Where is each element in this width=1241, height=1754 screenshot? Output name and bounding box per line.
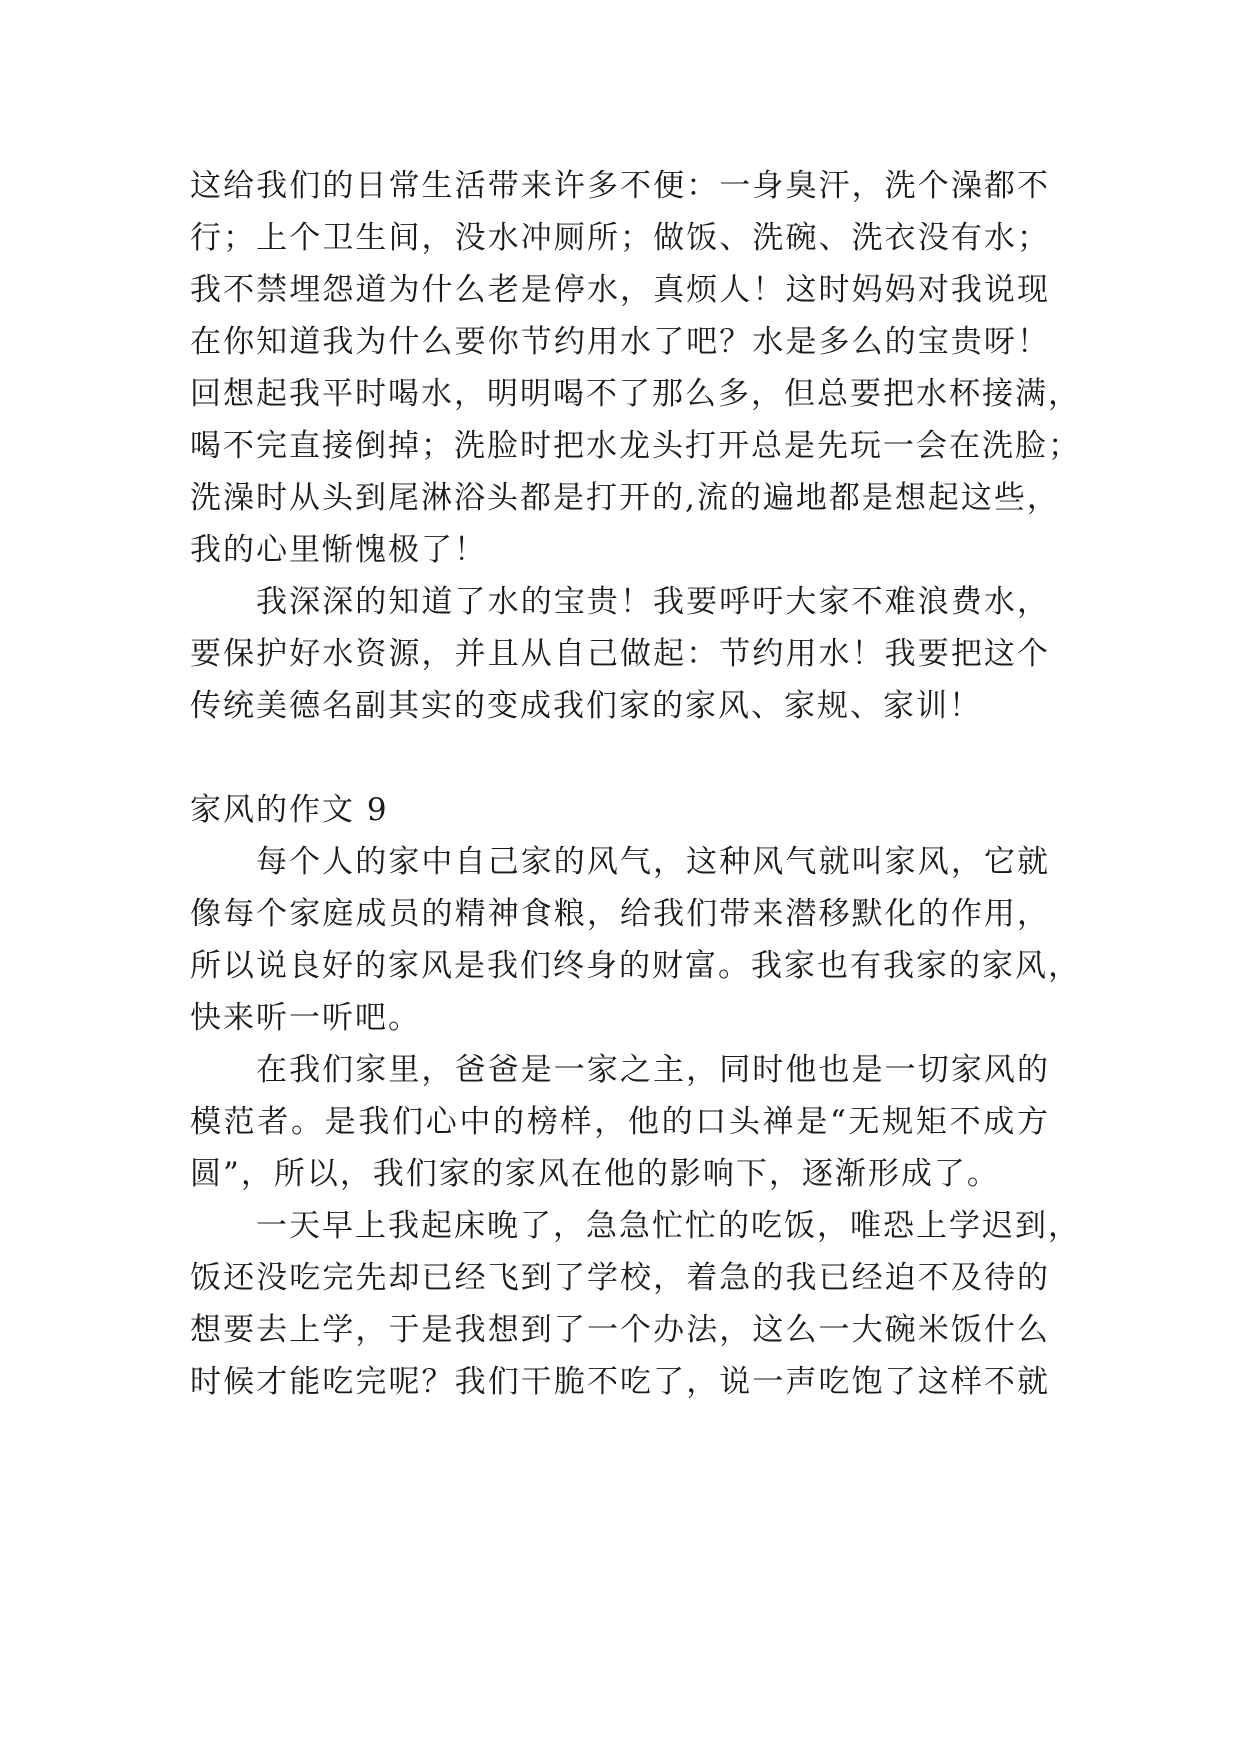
text-line: 想要去上学，于是我想到了一个办法，这么一大碗米饭什么 bbox=[190, 1312, 1050, 1348]
text-line: 在我们家里，爸爸是一家之主，同时他也是一切家风的 bbox=[256, 1052, 1050, 1088]
document-body bbox=[190, 160, 1081, 1408]
section-heading: 家风的作文 9 bbox=[190, 792, 389, 828]
text-line: 饭还没吃完先却已经飞到了学校，着急的我已经迫不及待的 bbox=[190, 1260, 1050, 1296]
text-line: 一天早上我起床晚了，急急忙忙的吃饭，唯恐上学迟到， bbox=[256, 1208, 1081, 1244]
text-line: 我深深的知道了水的宝贵！我要呼吁大家不难浪费水， bbox=[256, 584, 1050, 620]
text-line: 传统美德名副其实的变成我们家的家风、家规、家训！ bbox=[190, 688, 982, 724]
text-line: 我不禁埋怨道为什么老是停水，真烦人！这时妈妈对我说现 bbox=[190, 272, 1050, 308]
text-line: 在你知道我为什么要你节约用水了吧？水是多么的宝贵呀！ bbox=[190, 324, 1050, 360]
text-line: 我的心里惭愧极了！ bbox=[190, 532, 487, 568]
text-line: 喝不完直接倒掉；洗脸时把水龙头打开总是先玩一会在洗脸； bbox=[190, 428, 1081, 464]
text-line: 行；上个卫生间，没水冲厕所；做饭、洗碗、洗衣没有水； bbox=[190, 220, 1050, 256]
text-line: 模范者。是我们心中的榜样，他的口头禅是“无规矩不成方 bbox=[190, 1104, 1050, 1140]
text-line: 回想起我平时喝水，明明喝不了那么多，但总要把水杯接满， bbox=[190, 376, 1081, 412]
text-line: 快来听一听吧。 bbox=[190, 1000, 421, 1036]
section-gap bbox=[190, 732, 1050, 784]
text-line: 要保护好水资源，并且从自己做起：节约用水！我要把这个 bbox=[190, 636, 1050, 672]
text-line: 所以说良好的家风是我们终身的财富。我家也有我家的家风， bbox=[190, 948, 1081, 984]
text-line: 像每个家庭成员的精神食粮，给我们带来潜移默化的作用， bbox=[190, 896, 1050, 932]
text-line: 每个人的家中自己家的风气，这种风气就叫家风，它就 bbox=[256, 844, 1050, 880]
text-line: 洗澡时从头到尾淋浴头都是打开的,流的遍地都是想起这些， bbox=[190, 480, 1060, 516]
text-line: 圆”，所以，我们家的家风在他的影响下，逐渐形成了。 bbox=[190, 1156, 1000, 1192]
text-line: 这给我们的日常生活带来许多不便：一身臭汗，洗个澡都不 bbox=[190, 168, 1050, 204]
text-line: 时候才能吃完呢？我们干脆不吃了，说一声吃饱了这样不就 bbox=[190, 1364, 1050, 1400]
